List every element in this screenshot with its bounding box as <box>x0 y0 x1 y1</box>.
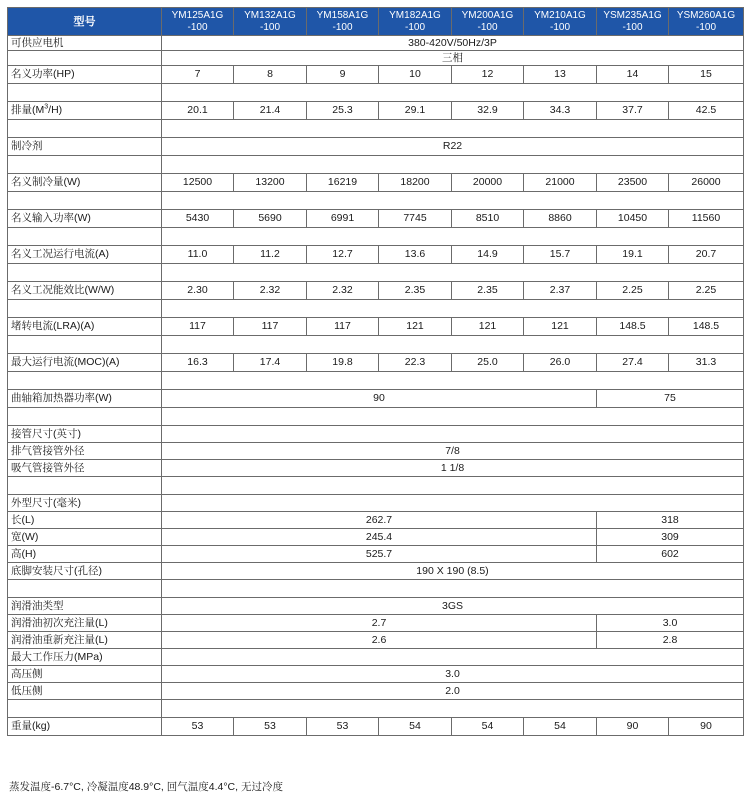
cell: 2.35 <box>379 282 452 300</box>
cell: 42.5 <box>669 102 744 120</box>
cell: 25.0 <box>452 354 524 372</box>
table-row <box>8 563 744 580</box>
row-value-group-a: 245.4 <box>162 529 597 546</box>
model-header-cell: YM158A1G -100 <box>307 8 379 36</box>
table-row <box>8 666 744 683</box>
cell: 10 <box>379 66 452 84</box>
row-value-group-a: 262.7 <box>162 512 597 529</box>
table-row <box>8 66 744 84</box>
model-header-cell: YM132A1G -100 <box>234 8 307 36</box>
cell: 8860 <box>524 210 597 228</box>
row-value: 380-420V/50Hz/3P <box>162 36 744 51</box>
row-value: 2.0 <box>162 683 744 700</box>
table-row <box>8 529 744 546</box>
cell: 22.3 <box>379 354 452 372</box>
cell: 11.0 <box>162 246 234 264</box>
spec-table-wrapper <box>7 7 744 736</box>
table-row <box>8 354 744 372</box>
cell: 20000 <box>452 174 524 192</box>
row-label: 名义工况运行电流(A) <box>8 246 162 264</box>
row-label: 排气管接管外径 <box>8 443 162 460</box>
cell: 2.25 <box>597 282 669 300</box>
section-label: 外型尺寸(毫米) <box>8 495 162 512</box>
spacer-row <box>8 228 744 246</box>
cell: 53 <box>162 718 234 736</box>
cell: 20.7 <box>669 246 744 264</box>
cell: 148.5 <box>597 318 669 336</box>
row-value: 190 X 190 (8.5) <box>162 563 744 580</box>
section-label: 接管尺寸(英寸) <box>8 426 162 443</box>
cell: 13 <box>524 66 597 84</box>
table-row <box>8 36 744 51</box>
cell: 7 <box>162 66 234 84</box>
cell: 34.3 <box>524 102 597 120</box>
table-row <box>8 174 744 192</box>
cell: 25.3 <box>307 102 379 120</box>
cell: 121 <box>379 318 452 336</box>
row-value-group-a: 2.6 <box>162 632 597 649</box>
table-row <box>8 512 744 529</box>
row-value-group-b: 309 <box>597 529 744 546</box>
cell: 8510 <box>452 210 524 228</box>
cell: 10450 <box>597 210 669 228</box>
model-header-cell: YM200A1G -100 <box>452 8 524 36</box>
spacer-row <box>8 120 744 138</box>
cell: 5690 <box>234 210 307 228</box>
row-label: 润滑油类型 <box>8 598 162 615</box>
cell: 14.9 <box>452 246 524 264</box>
spacer-row <box>8 408 744 426</box>
cell: 54 <box>524 718 597 736</box>
row-label: 名义制冷量(W) <box>8 174 162 192</box>
cell: 11.2 <box>234 246 307 264</box>
cell: 121 <box>524 318 597 336</box>
row-label: 名义输入功率(W) <box>8 210 162 228</box>
table-row <box>8 390 744 408</box>
cell: 148.5 <box>669 318 744 336</box>
row-value-group-b: 75 <box>597 390 744 408</box>
header-row <box>8 8 744 36</box>
cell: 29.1 <box>379 102 452 120</box>
cell: 21.4 <box>234 102 307 120</box>
table-row <box>8 546 744 563</box>
cell: 121 <box>452 318 524 336</box>
model-header-cell: YM210A1G -100 <box>524 8 597 36</box>
cell: 37.7 <box>597 102 669 120</box>
row-label: 长(L) <box>8 512 162 529</box>
row-label: 可供应电机 <box>8 36 162 51</box>
cell: 5430 <box>162 210 234 228</box>
cell: 21000 <box>524 174 597 192</box>
row-label: 重量(kg) <box>8 718 162 736</box>
table-row <box>8 282 744 300</box>
row-label <box>8 51 162 66</box>
table-row <box>8 102 744 120</box>
cell: 2.35 <box>452 282 524 300</box>
table-row <box>8 632 744 649</box>
row-label: 堵转电流(LRA)(A) <box>8 318 162 336</box>
row-label: 润滑油重新充注量(L) <box>8 632 162 649</box>
cell: 15 <box>669 66 744 84</box>
cell: 117 <box>162 318 234 336</box>
model-header-cell: YM182A1G -100 <box>379 8 452 36</box>
table-row <box>8 683 744 700</box>
cell: 27.4 <box>597 354 669 372</box>
spacer-row <box>8 700 744 718</box>
model-header-cell: YSM235A1G -100 <box>597 8 669 36</box>
row-label: 排量$(M^3/H)$ <box>8 102 162 120</box>
cell: 13200 <box>234 174 307 192</box>
row-label: 高压侧 <box>8 666 162 683</box>
row-value-group-a: 90 <box>162 390 597 408</box>
spacer-row <box>8 477 744 495</box>
table-row <box>8 138 744 156</box>
table-row <box>8 51 744 66</box>
cell: 7745 <box>379 210 452 228</box>
section-row <box>8 495 744 512</box>
cell: 2.32 <box>307 282 379 300</box>
row-value <box>162 426 744 443</box>
cell: 90 <box>597 718 669 736</box>
cell: 6991 <box>307 210 379 228</box>
cell: 8 <box>234 66 307 84</box>
section-label: 最大工作压力(MPa) <box>8 649 162 666</box>
model-header-label: 型号 <box>8 8 162 36</box>
table-row <box>8 460 744 477</box>
cell: 117 <box>307 318 379 336</box>
footnote: 蒸发温度-6.7°C, 冷凝温度48.9°C, 回气温度4.4°C, 无过冷度 <box>9 781 283 793</box>
spacer-row <box>8 84 744 102</box>
compressor-spec-table <box>7 7 744 736</box>
table-row <box>8 615 744 632</box>
cell: 53 <box>234 718 307 736</box>
row-value-group-b: 3.0 <box>597 615 744 632</box>
row-value-group-a: 525.7 <box>162 546 597 563</box>
row-label: 润滑油初次充注量(L) <box>8 615 162 632</box>
cell: 2.32 <box>234 282 307 300</box>
row-label: 底脚安装尺寸(孔径) <box>8 563 162 580</box>
row-label: 曲轴箱加热器功率(W) <box>8 390 162 408</box>
row-label: 名义工况能效比(W/W) <box>8 282 162 300</box>
model-header-cell: YM125A1G -100 <box>162 8 234 36</box>
table-row <box>8 246 744 264</box>
cell: 17.4 <box>234 354 307 372</box>
cell: 12500 <box>162 174 234 192</box>
row-value: 三相 <box>162 51 744 66</box>
row-value <box>162 649 744 666</box>
row-label: 高(H) <box>8 546 162 563</box>
section-row <box>8 426 744 443</box>
cell: 18200 <box>379 174 452 192</box>
cell: 16.3 <box>162 354 234 372</box>
table-row <box>8 718 744 736</box>
row-label: 吸气管接管外径 <box>8 460 162 477</box>
spacer-row <box>8 192 744 210</box>
cell: 15.7 <box>524 246 597 264</box>
cell: 54 <box>452 718 524 736</box>
spacer-row <box>8 580 744 598</box>
row-value: 3GS <box>162 598 744 615</box>
cell: 14 <box>597 66 669 84</box>
cell: 2.25 <box>669 282 744 300</box>
cell: 117 <box>234 318 307 336</box>
row-value <box>162 495 744 512</box>
section-row <box>8 649 744 666</box>
cell: 2.37 <box>524 282 597 300</box>
cell: 19.8 <box>307 354 379 372</box>
row-value: 3.0 <box>162 666 744 683</box>
cell: 23500 <box>597 174 669 192</box>
table-row <box>8 598 744 615</box>
cell: 12 <box>452 66 524 84</box>
row-label: 最大运行电流(MOC)(A) <box>8 354 162 372</box>
table-row <box>8 210 744 228</box>
model-header-cell: YSM260A1G -100 <box>669 8 744 36</box>
cell: 20.1 <box>162 102 234 120</box>
cell: 26.0 <box>524 354 597 372</box>
cell: 2.30 <box>162 282 234 300</box>
row-label: 宽(W) <box>8 529 162 546</box>
row-value-group-b: 318 <box>597 512 744 529</box>
row-value-group-a: 2.7 <box>162 615 597 632</box>
spacer-row <box>8 372 744 390</box>
cell: 19.1 <box>597 246 669 264</box>
cell: 32.9 <box>452 102 524 120</box>
row-label: 制冷剂 <box>8 138 162 156</box>
spacer-row <box>8 264 744 282</box>
row-value-group-b: 602 <box>597 546 744 563</box>
cell: 90 <box>669 718 744 736</box>
cell: 31.3 <box>669 354 744 372</box>
row-value: R22 <box>162 138 744 156</box>
cell: 54 <box>379 718 452 736</box>
cell: 53 <box>307 718 379 736</box>
row-label: 低压侧 <box>8 683 162 700</box>
cell: 9 <box>307 66 379 84</box>
spacer-row <box>8 336 744 354</box>
row-label: 名义功率(HP) <box>8 66 162 84</box>
spacer-row <box>8 300 744 318</box>
table-row <box>8 443 744 460</box>
cell: 13.6 <box>379 246 452 264</box>
row-value-group-b: 2.8 <box>597 632 744 649</box>
row-value: 1 1/8 <box>162 460 744 477</box>
cell: 11560 <box>669 210 744 228</box>
cell: 26000 <box>669 174 744 192</box>
cell: 16219 <box>307 174 379 192</box>
spacer-row <box>8 156 744 174</box>
table-row <box>8 318 744 336</box>
row-value: 7/8 <box>162 443 744 460</box>
cell: 12.7 <box>307 246 379 264</box>
